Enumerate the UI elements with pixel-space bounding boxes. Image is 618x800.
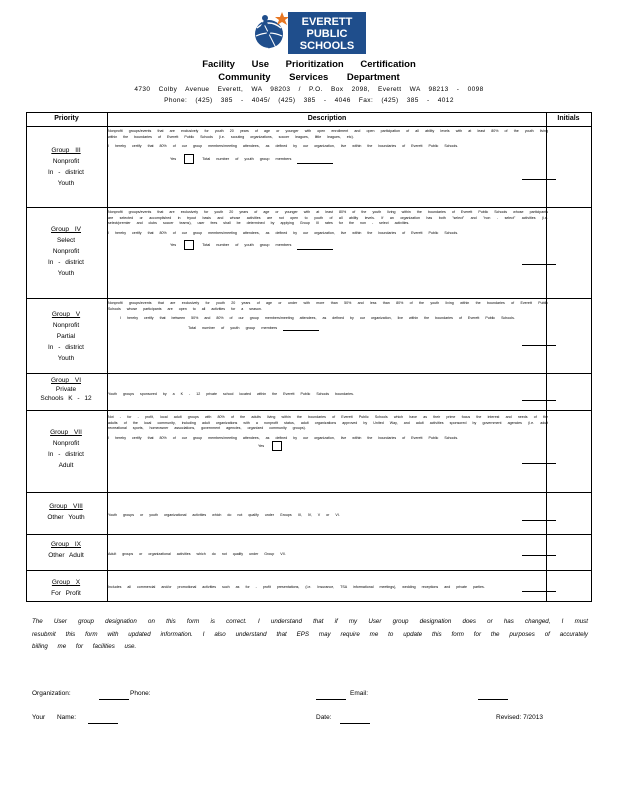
group-line: For Profit [51,590,81,597]
logo-text-public: PUBLIC [306,28,348,40]
group-line: Private [55,386,77,393]
group-line: Adult [58,462,74,469]
phone-label: Phone: [130,690,151,697]
table-row-group-vi [26,374,590,410]
description-cell [108,392,548,402]
group-line: In - district [48,344,84,351]
address-line: 4730 Colby Avenue Everett, WA 98203 / P.O. Box 2098, Everett WA 98213 - 0098 [134,86,484,93]
certification-text: I hereby certify that 80% of our group members/meeting attendees, as defined by our organization, live within the boundaries of Everett Public Schools. [108,435,459,440]
total-members-field[interactable] [297,163,333,164]
table-row-group-vii [26,411,590,492]
priority-cell [26,539,106,561]
yes-checkbox[interactable] [184,240,194,250]
group-description: Nonprofit groups/events that are exclusively for youth 20 years of age or under with more than 50% and less than 80% of the youth living within the boundaries of Everett Public Schools whose participants are open to all activities for a season. [108,301,548,311]
total-members-label: Total number of youth group members [202,243,292,248]
group-description: Nonprofit groups/events that are exclusively for youth 20 years of age or younger with at least 80% of the youth living within the boundaries of Everett Public Schools whose participants are selected or accomplished in tryout basis and whose activities are not open to youth of all ability levels. If an organization has both "select" and "non - select" activities (i.e. select/premier and clubs soccer teams), user fees shall be determined by applying Group III rates for the non - select activities. [108,210,548,226]
date-field[interactable] [340,723,370,724]
group-label: Group VI [50,377,81,384]
table-row-group-iv [26,208,590,298]
group-line: Youth [57,270,75,277]
certification-text: I hereby certify that 80% of our group members/meeting attendees, as defined by our organization, live within the boundaries of Everett Public Schools. [108,144,459,149]
group-line: In - district [48,451,84,458]
your-name-field[interactable] [88,723,118,724]
group-label: Group VII [50,429,82,436]
group-line: Partial [56,333,76,340]
group-line: Select [56,237,76,244]
priority-column-header: Priority [54,115,79,122]
organization-field[interactable] [99,699,129,700]
group-line: In - district [48,259,84,266]
logo-text-schools: SCHOOLS [299,40,355,52]
initials-field[interactable] [522,591,556,592]
group-label: Group X [51,579,81,586]
group-description: Youth groups sponsored by a K - 12 private school located within the Everett Public Schools boundaries. [108,392,354,396]
date-label: Date: [316,714,332,721]
phone-field[interactable] [316,699,346,700]
group-description: Not - for - profit, local adult groups with 80% of the adults living within the boundaries of Everett Public Schools which have as their prime focus the interest and needs of the adults of the local community, including adult organizations with a nonprofit status, adult organizations approved by United Way, and adult activities sponsored by government agencies (i.e. adult recreational sports, homeowner associations, government agencies, organized community groups). [108,415,548,431]
yes-checkbox[interactable] [272,441,282,451]
initials-field[interactable] [522,345,556,346]
group-line: Nonprofit [52,248,80,255]
certification-text: I hereby certify that between 50% and 80% of our group members/meeting attendees, as defined by our organization, live within the boundaries of Everett Public Schools. [120,316,515,321]
initials-field[interactable] [522,520,556,521]
table-row-group-ix [26,535,590,570]
priority-cell [26,427,106,471]
group-description: Includes all commercial and/or promotional activities such as for - profit presentations, (i.e. Insurance, TSA informational meetings), wedding receptions and private parties. [108,585,485,589]
description-cell [108,301,548,335]
user-statement: The User group designation on this form is correct. I understand that if my User group designation does or has changed, I must resubmit this form with updated information. I also understand that EPS may require me to update this form for the purposes of accurately billing me for facilities use. [32,618,588,650]
priority-cell [26,376,106,403]
revised-date: Revised: 7/2013 [496,714,543,721]
description-cell [108,210,548,254]
group-label: Group V [51,311,81,318]
logo-text-everett: EVERETT [301,16,353,28]
description-cell [108,513,548,523]
group-line: Schools K - 12 [40,395,92,402]
group-line: Other Adult [48,552,84,559]
yes-label: Yes [258,444,265,449]
group-line: Nonprofit [52,322,80,329]
group-label: Group IV [50,226,81,233]
group-description: Adult groups or organizational activities which do not qualify under Group VII. [108,552,286,556]
description-column-header: Description [307,115,347,122]
eps-logo [252,8,368,58]
group-line: Other Youth [47,514,85,521]
yes-label: Yes [170,243,177,248]
initials-field[interactable] [522,400,556,401]
group-line: Nonprofit [52,440,80,447]
initials-field[interactable] [522,463,556,464]
total-members-label: Total number of youth group members [202,156,292,161]
table-row-group-viii [26,493,590,534]
your-name-label: Your Name: [32,714,77,721]
table-row-group-v [26,299,590,373]
department-title: Community Services Department [218,72,400,83]
group-label: Group III [51,147,81,154]
priority-cell [26,577,106,599]
description-cell [108,129,548,168]
email-label: Email: [350,690,369,697]
group-line: Youth [57,180,75,187]
total-members-field[interactable] [297,249,333,250]
total-members-label: Total number of youth group members [188,325,278,330]
group-line: Nonprofit [52,158,80,165]
priority-cell [26,224,106,279]
phone-line: Phone: (425) 385 - 4045/ (425) 385 - 4046 Fax: (425) 385 - 4012 [164,97,454,104]
table-row-group-iii [26,127,590,207]
priority-cell [26,501,106,523]
group-label: Group IX [50,541,81,548]
group-line: Youth [57,355,75,362]
group-label: Group VIII [49,503,83,510]
yes-checkbox[interactable] [184,154,194,164]
organization-label: Organization: [32,690,71,697]
initials-field[interactable] [522,555,556,556]
initials-column-header: Initials [557,115,580,122]
priority-cell [26,145,106,189]
certification-text: I hereby certify that 80% of our group members/meeting attendees, as defined by our organization, live within the boundaries of Everett Public Schools. [108,230,459,235]
table-row-group-x [26,571,590,600]
description-cell [108,552,548,562]
description-cell [108,415,548,455]
priority-cell [26,309,106,364]
total-members-field[interactable] [283,330,319,331]
yes-label: Yes [170,156,177,161]
group-description: Youth groups or youth organizational activities which do not qualify under Groups III, IV, V or VI. [108,513,340,517]
form-title: Facility Use Prioritization Certification [202,59,416,70]
group-line: In - district [48,169,84,176]
email-field[interactable] [478,699,508,700]
description-cell [108,585,548,595]
initials-field[interactable] [522,264,556,265]
group-description: Nonprofit groups/events that are exclusively for youth 20 years of age or younger with open enrollment and open participation of all ability levels with at least 80% of the youth living within the boundaries of Everett Public Schools (i.e. scouting organizations, soccer leagues, little leagues, etc). [108,129,548,139]
initials-field[interactable] [522,179,556,180]
